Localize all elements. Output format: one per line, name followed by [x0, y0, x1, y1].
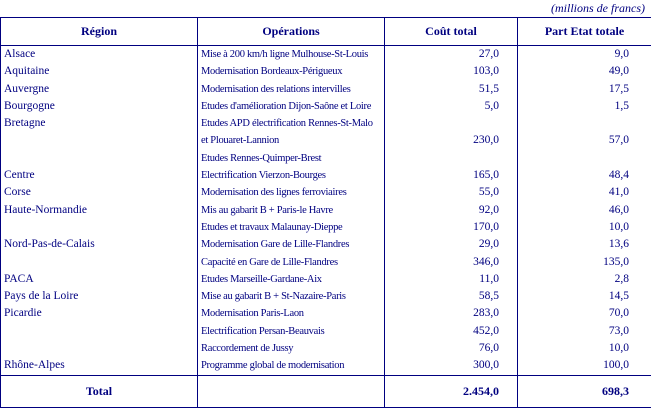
cout-cell: 58,5: [478, 290, 499, 303]
cout-cell: 92,0: [478, 203, 499, 216]
total-empty: [198, 376, 385, 408]
operation-cell: Modernisation des relations intervilles: [201, 83, 351, 95]
operation-cell: Raccordement de Jussy: [201, 343, 294, 355]
cout-cell: 5,0: [484, 99, 499, 112]
operations-table: [0, 17, 651, 408]
operation-cell: Mis au gabarit B + Paris-le Havre: [201, 204, 333, 216]
operation-cell: Etudes et travaux Malaunay-Dieppe: [201, 221, 343, 233]
header-part: Part Etat totale: [518, 18, 651, 46]
part-cell: 10,0: [608, 342, 629, 355]
part-cell: 49,0: [608, 65, 629, 78]
part-cell: 2,8: [614, 272, 629, 285]
operation-cell: Mise au gabarit B + St-Nazaire-Paris: [201, 291, 346, 303]
region-cell: [4, 254, 194, 271]
operation-cell: Modernisation Bordeaux-Périgueux: [201, 66, 343, 78]
region-cell: Bretagne: [4, 117, 46, 130]
body-row: [1, 46, 651, 376]
total-cout: 2.454,0: [385, 376, 518, 408]
region-cell: Picardie: [4, 307, 42, 320]
part-cell: 57,0: [608, 134, 629, 147]
cout-cell: 103,0: [473, 65, 499, 78]
region-cell: Alsace: [4, 48, 36, 60]
part-cell: 73,0: [608, 324, 629, 337]
operation-cell: et Plouaret-Lannion: [201, 135, 279, 147]
part-cell: 46,0: [608, 203, 629, 216]
total-row: [1, 376, 651, 408]
part-cell: 135,0: [603, 255, 629, 268]
cout-cell: [388, 115, 499, 132]
region-cell: [4, 150, 194, 167]
region-cell: PACA: [4, 272, 34, 285]
cout-cell: 300,0: [473, 359, 499, 372]
region-cell: Corse: [4, 186, 31, 199]
operation-cell: Mise à 200 km/h ligne Mulhouse-St-Louis: [201, 49, 369, 60]
region-cell: Rhône-Alpes: [4, 359, 65, 372]
region-cell: Bourgogne: [4, 99, 55, 112]
part-cell: 48,4: [608, 169, 629, 182]
cout-cell: 170,0: [473, 220, 499, 233]
region-cell: Nord-Pas-de-Calais: [4, 238, 95, 251]
region-cell: [4, 323, 194, 340]
cout-cell: 283,0: [473, 307, 499, 320]
operation-cell: Etudes d'amélioration Dijon-Saône et Loire: [201, 100, 372, 112]
cout-cell: 51,5: [478, 82, 499, 95]
unit-note: (millions de francs): [551, 1, 645, 15]
operations-column: [198, 46, 385, 376]
part-cell: 14,5: [608, 290, 629, 303]
part-cell: 70,0: [608, 307, 629, 320]
cout-cell: 76,0: [478, 342, 499, 355]
cout-cell: [388, 150, 499, 167]
cout-cell: 230,0: [473, 134, 499, 147]
part-cell: [521, 150, 629, 167]
total-part: 698,3: [518, 376, 651, 408]
operation-cell: Modernisation des lignes ferroviaires: [201, 187, 347, 199]
operation-cell: Electrification Vierzon-Bourges: [201, 170, 326, 182]
operation-cell: Programme global de modernisation: [201, 360, 345, 372]
part-column: [518, 46, 651, 376]
cout-cell: 29,0: [478, 238, 499, 251]
region-cell: [4, 219, 194, 236]
part-cell: 100,0: [603, 359, 629, 372]
cout-column: [385, 46, 518, 376]
cout-cell: 11,0: [479, 272, 499, 285]
header-row: [1, 18, 651, 46]
region-cell: Pays de la Loire: [4, 290, 79, 303]
region-cell: Aquitaine: [4, 65, 50, 78]
region-cell: Centre: [4, 169, 35, 182]
part-cell: 10,0: [608, 220, 629, 233]
part-cell: 17,5: [608, 82, 629, 95]
cout-cell: 27,0: [478, 48, 499, 60]
total-label: Total: [1, 376, 198, 408]
part-cell: [521, 115, 629, 132]
operation-cell: Modernisation Gare de Lille-Flandres: [201, 239, 350, 251]
region-column: [1, 46, 198, 376]
region-cell: Auvergne: [4, 82, 50, 95]
operation-cell: Etudes Marseille-Gardane-Aix: [201, 273, 322, 285]
part-cell: 13,6: [608, 238, 629, 251]
cout-cell: 346,0: [473, 255, 499, 268]
part-cell: 9,0: [614, 48, 629, 60]
part-cell: 41,0: [608, 186, 629, 199]
cout-cell: 452,0: [473, 324, 499, 337]
cout-cell: 55,0: [478, 186, 499, 199]
region-cell: [4, 132, 194, 149]
operation-cell: Etudes Rennes-Quimper-Brest: [201, 152, 322, 164]
region-cell: Haute-Normandie: [4, 203, 88, 216]
region-cell: [4, 340, 194, 357]
header-region: Région: [1, 18, 198, 46]
header-operations: Opérations: [198, 18, 385, 46]
header-cout: Coût total: [385, 18, 518, 46]
operation-cell: Capacité en Gare de Lille-Flandres: [201, 256, 338, 268]
operation-cell: Electrification Persan-Beauvais: [201, 325, 325, 337]
cout-cell: 165,0: [473, 169, 499, 182]
operation-cell: Etudes APD électrification Rennes-St-Malo: [201, 118, 373, 130]
part-cell: 1,5: [614, 99, 629, 112]
operation-cell: Modernisation Paris-Laon: [201, 308, 304, 320]
